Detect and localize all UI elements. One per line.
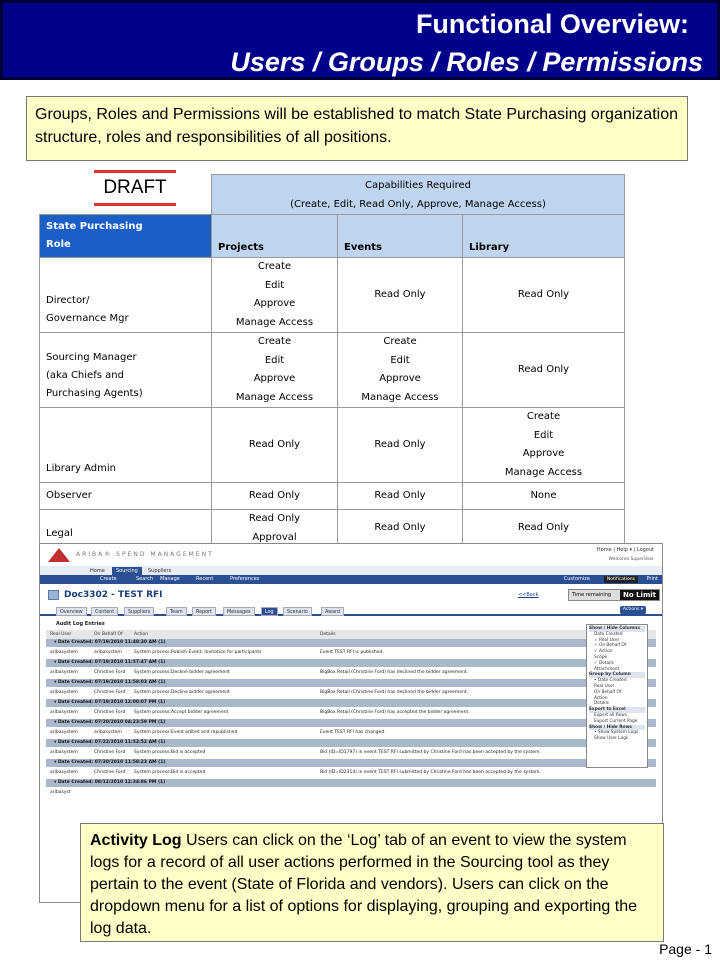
role-line: Director/	[46, 295, 90, 306]
log-behalf: Christine Ford	[94, 670, 126, 675]
dropdown-item[interactable]: ✓ Action	[594, 649, 613, 655]
capability-value: Manage Access	[235, 316, 314, 328]
role-header-line1: State Purchasing	[46, 221, 143, 232]
ariba-logo-icon	[48, 548, 70, 562]
print-link[interactable]: Print	[646, 576, 658, 582]
app-tab[interactable]: Suppliers	[148, 568, 172, 574]
welcome-text: Welcome SuperUser	[608, 557, 654, 562]
capability-value: Create	[526, 411, 561, 422]
log-behalf: Christine Ford	[94, 750, 126, 755]
events-cell	[338, 333, 463, 408]
log-column: Real User	[50, 632, 72, 637]
capability-value: Create	[383, 336, 417, 347]
role-cell	[40, 258, 212, 333]
dropdown-item[interactable]: Attachment	[594, 666, 620, 672]
projects-cell	[212, 408, 338, 483]
menu-item[interactable]: Manage	[160, 576, 180, 582]
capabilities-caption	[212, 175, 625, 215]
capability-value: Edit	[264, 279, 285, 291]
dropdown-item[interactable]: Details	[594, 701, 609, 707]
log-user: aribasystem	[50, 690, 78, 695]
dropdown-item[interactable]: Export all Rows	[594, 712, 627, 718]
document-tab[interactable]: Messages	[223, 607, 255, 616]
caption-row	[40, 175, 625, 215]
log-date-group[interactable]: ▾ Date Created: 07/19/2010 11:58:03 AM (1)	[46, 679, 656, 687]
app-tabs	[40, 566, 662, 575]
capability-value: Read Only	[248, 438, 301, 450]
time-remaining	[568, 589, 660, 601]
log-row	[46, 727, 656, 739]
library-cell	[463, 510, 625, 548]
document-tab[interactable]: Team	[166, 607, 187, 616]
role-line: Legal	[46, 528, 73, 539]
top-links[interactable]: Home | Help ▾ | Logout	[596, 547, 654, 553]
document-tab[interactable]: Content	[91, 607, 118, 616]
log-column: On Behalf Of	[94, 632, 123, 637]
role-cell	[40, 333, 212, 408]
table-row	[40, 258, 625, 333]
log-date-group[interactable]: ▾ Date Created: 07/22/2010 11:52:52 AM (1)	[46, 739, 656, 747]
projects-cell	[212, 258, 338, 333]
caption-line1: Capabilities Required	[364, 179, 471, 191]
table-row	[40, 483, 625, 510]
document-tab[interactable]: Suppliers	[124, 607, 154, 616]
document-tab[interactable]: Award	[321, 607, 344, 616]
role-cell	[40, 408, 212, 483]
capability-value: Read Only	[248, 513, 301, 524]
log-user: aribasystem	[50, 770, 78, 775]
back-link[interactable]: <<Back	[518, 592, 539, 598]
menu-item[interactable]: Preferences	[230, 576, 260, 582]
log-row	[46, 667, 656, 679]
role-header-line2: Role	[46, 239, 71, 250]
events-cell	[338, 483, 463, 510]
page-number: Page - 1	[659, 941, 712, 957]
log-user: aribasystem	[50, 750, 78, 755]
capabilities-table	[39, 174, 625, 548]
dropdown-item[interactable]: Show User Logs	[594, 736, 629, 742]
table-row	[40, 333, 625, 408]
draft-label: DRAFT	[94, 170, 176, 206]
document-title: Doc3302 - TEST RFI	[64, 590, 163, 600]
role-line: Purchasing Agents)	[46, 388, 143, 399]
events-cell	[338, 258, 463, 333]
capability-value: Read Only	[374, 438, 426, 450]
dropdown-item[interactable]: On Behalf Of	[594, 689, 622, 695]
log-action: System process:Bid is accepted	[134, 750, 206, 755]
log-column-header	[46, 630, 656, 639]
library-cell	[463, 333, 625, 408]
library-cell	[463, 408, 625, 483]
role-line: Governance Mgr	[46, 313, 129, 324]
actions-button[interactable]: Actions ▾	[620, 606, 646, 614]
dropdown-section-header: Export to Excel	[589, 707, 645, 713]
projects-cell	[212, 510, 338, 548]
log-column: Details	[320, 632, 336, 637]
capability-value: Read Only	[517, 288, 570, 300]
log-row	[46, 767, 656, 779]
log-entries	[40, 639, 662, 799]
log-date-group[interactable]: ▾ Date Created: 07/20/2010 04:23:59 PM (1)	[46, 719, 656, 727]
log-action: System process:Decline bidder agreement	[134, 670, 230, 675]
log-date-group[interactable]: ▾ Date Created: 07/19/2010 11:57:47 AM (1)	[46, 659, 656, 667]
capability-value: Manage Access	[361, 391, 439, 403]
title-banner	[0, 0, 720, 80]
role-line: Sourcing Manager	[46, 352, 137, 363]
role-line: (aka Chiefs and	[46, 370, 124, 381]
capability-value: Read Only	[374, 522, 426, 534]
audit-log-heading: Audit Log Entries	[56, 621, 105, 627]
events-cell	[338, 408, 463, 483]
activity-log-title: Activity Log	[90, 832, 182, 849]
document-tab[interactable]: Report	[192, 607, 216, 616]
capability-value: Create	[257, 261, 292, 272]
column-header: Projects	[212, 215, 338, 258]
document-tab[interactable]: Log	[261, 607, 278, 616]
log-action: System process:Accept bidder agreement	[134, 710, 229, 715]
slide-title: Functional Overview:	[415, 9, 689, 39]
capability-value: Edit	[390, 354, 410, 366]
capability-value: Manage Access	[235, 391, 314, 403]
log-behalf: Christine Ford	[94, 770, 126, 775]
blank-cell	[40, 175, 212, 215]
capability-value: Read Only	[374, 489, 426, 501]
log-behalf: Christine Ford	[94, 690, 126, 695]
capability-value: Create	[257, 336, 292, 347]
menu-item[interactable]: Recent	[196, 576, 214, 582]
log-details: BigBox Retail (Christine Ford) has accepted the bidder agreement.	[320, 710, 470, 715]
capability-value: Approve	[253, 373, 296, 384]
capability-value: Read Only	[248, 489, 301, 501]
log-action: System process:Publish Event; Invitation for participants	[134, 650, 262, 655]
ariba-brand: ARIBA® SPEND MANAGEMENT	[76, 551, 214, 558]
log-column: Action	[134, 632, 149, 637]
table-row	[40, 408, 625, 483]
dropdown-item[interactable]: Real User	[594, 683, 615, 689]
document-tab[interactable]: Scenario	[283, 607, 312, 616]
dropdown-item[interactable]: ✓ Details	[594, 660, 614, 666]
log-details: Event TEST RFI has changed.	[320, 730, 386, 735]
customize-link[interactable]: Customize	[563, 576, 590, 582]
log-action: System process:Bid is accepted	[134, 770, 206, 775]
caption-line2: (Create, Edit, Read Only, Approve, Manage Access)	[290, 198, 546, 210]
menu-item[interactable]: Create	[100, 576, 117, 582]
log-row	[46, 707, 656, 719]
column-header: Library	[463, 215, 625, 258]
dropdown-section-header: Show / Hide Columns	[589, 626, 645, 632]
log-row	[46, 747, 656, 759]
dropdown-item[interactable]: Export Current Page	[594, 718, 638, 724]
capability-value: Approve	[522, 448, 565, 459]
dropdown-item[interactable]: ✓ Real User	[594, 637, 620, 643]
role-cell	[40, 510, 212, 548]
log-user: aribasystem	[50, 650, 78, 655]
log-user: aribasystem	[50, 670, 78, 675]
dropdown-item[interactable]: • Show System Logs	[594, 730, 639, 736]
role-header	[40, 215, 212, 258]
intro-note: Groups, Roles and Permissions will be established to match State Purchasing organization structure, roles and responsibilities of all positions.	[26, 96, 688, 161]
log-behalf: aribasystem	[94, 650, 122, 655]
capability-value: Read Only	[374, 288, 426, 300]
projects-cell	[212, 483, 338, 510]
log-details: Bid (ID=ID2314) in event TEST RFI submitted by Christine Ford has been accepted by the system.	[320, 770, 541, 775]
log-date-group[interactable]: ▾ Date Created: 07/19/2010 11:48:30 AM (1)	[46, 639, 656, 647]
role-line: Observer	[46, 490, 92, 501]
dropdown-section-header: Show / Hide Rows	[589, 725, 645, 731]
log-row	[46, 647, 656, 659]
log-date-group[interactable]: ▾ Date Created: 07/30/2010 11:58:23 AM (1)	[46, 759, 656, 767]
log-behalf: aribasystem	[94, 730, 122, 735]
column-header-row	[40, 215, 625, 258]
document-icon	[48, 590, 59, 600]
log-date-group[interactable]: ▾ Date Created: 07/19/2010 12:00:07 PM (1)	[46, 699, 656, 707]
log-action: System process:Decline bidder agreement	[134, 690, 230, 695]
column-header: Events	[338, 215, 463, 258]
log-details: BigBox Retail (Christine Ford) has declined the bidder agreement.	[320, 670, 469, 675]
activity-log-note	[80, 823, 664, 942]
role-cell	[40, 483, 212, 510]
projects-cell	[212, 333, 338, 408]
capability-value: Edit	[264, 354, 285, 366]
dropdown-item[interactable]: Date Created	[594, 631, 623, 637]
log-row	[46, 687, 656, 699]
capability-value: Approve	[253, 298, 296, 309]
log-date-group[interactable]: ▾ Date Created: 08/12/2010 12:34:86 PM (1)	[46, 779, 656, 787]
log-action: System process:Event edited and republished	[134, 730, 238, 735]
dropdown-item[interactable]: Action	[594, 695, 608, 701]
time-remaining-label: Time remaining	[572, 592, 612, 598]
dropdown-item[interactable]: • Date Created	[594, 678, 627, 684]
log-behalf: Christine Ford	[94, 710, 126, 715]
capability-value: Approval	[252, 531, 297, 543]
capability-value: Read Only	[517, 363, 570, 375]
capability-value: Edit	[533, 429, 554, 441]
log-details: Event TEST RFI is published.	[320, 650, 384, 655]
library-cell	[463, 483, 625, 510]
log-user: aribasyst	[50, 790, 71, 795]
slide-subtitle: Users / Groups / Roles / Permissions	[230, 47, 703, 77]
activity-log-text: Users can click on the ‘Log’ tab of an event to view the system logs for a record of all user actions performed in the Sourcing tool as they pertain to the event (State of Florida and vendors). Users can click on the dropdown menu for a list of options for displaying, grouping and exporting the log data.	[90, 832, 638, 937]
dropdown-item[interactable]: Scope	[594, 654, 608, 660]
capability-value: Approve	[379, 373, 421, 384]
menu-bar	[40, 575, 662, 584]
capability-value: None	[530, 489, 557, 501]
actions-dropdown-menu	[586, 624, 648, 768]
log-details: Bid (ID=ID1797) in event TEST RFI submitted by Christine Ford has been accepted by the system.	[320, 750, 541, 755]
dropdown-item[interactable]: ✓ On Behalf Of	[594, 643, 627, 649]
document-header	[40, 584, 662, 606]
log-user: aribasystem	[50, 730, 78, 735]
document-tab[interactable]: Overview	[56, 607, 87, 616]
log-user: aribasystem	[50, 710, 78, 715]
events-cell	[338, 510, 463, 548]
log-details: BigBox Retail (Christine Ford) has declined the bidder agreement.	[320, 690, 469, 695]
notifications-button[interactable]: Notifications	[604, 576, 638, 583]
ariba-topbar	[40, 544, 662, 566]
capability-value: Manage Access	[504, 466, 583, 478]
table-row	[40, 510, 625, 548]
library-cell	[463, 258, 625, 333]
document-tabs	[40, 606, 662, 616]
app-tab[interactable]: Home	[90, 568, 105, 574]
capability-value: Read Only	[517, 522, 570, 534]
time-remaining-value: No Limit	[620, 590, 659, 600]
role-line: Library Admin	[46, 463, 117, 474]
menu-item[interactable]: Search	[136, 576, 154, 582]
dropdown-section-header: Group by Column	[589, 672, 645, 678]
app-tab[interactable]: Sourcing	[112, 567, 142, 575]
log-row	[46, 787, 656, 799]
